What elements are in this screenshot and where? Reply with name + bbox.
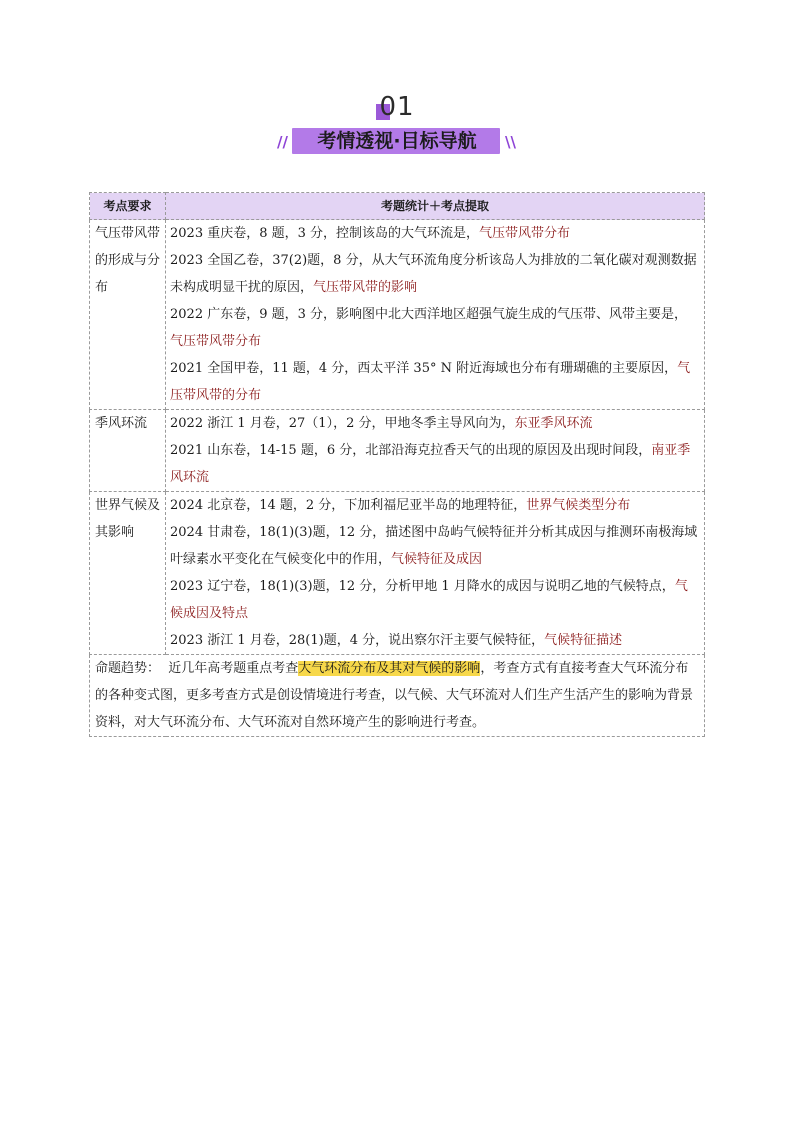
trend-row: [90, 655, 705, 737]
section-title: 考情透视·目标导航: [317, 130, 477, 152]
exam-entry: 2024 甘肃卷，18(1)(3)题，12 分，描述图中岛屿气候特征并分析其成因与推测环南极海域叶绿素水平变化在气候变化中的作用，气候特征及成因: [170, 525, 698, 567]
knowledge-point: 气压带风带的分布: [170, 361, 691, 403]
table-row: [90, 220, 705, 410]
knowledge-point: 气压带风带分布: [170, 334, 262, 349]
exam-entry: 2022 浙江 1 月卷，27（1），2 分，甲地冬季主导风向为，东亚季风环流: [170, 416, 593, 431]
detail-cell: [166, 220, 705, 410]
trend-highlight: 大气环流分布及其对气候的影响: [298, 661, 481, 676]
detail-cell: [166, 492, 705, 655]
category-cell: 季风环流: [90, 410, 166, 492]
trend-cell: [90, 655, 705, 737]
exam-entry: 2022 广东卷，9 题，3 分，影响图中北大西洋地区超强气旋生成的气压带、风带主要是，气压带风带分布: [170, 307, 688, 349]
category-cell: 气压带风带的形成与分布: [90, 220, 166, 410]
exam-entry: 2023 全国乙卷，37(2)题，8 分，从大气环流角度分析该岛人为排放的二氧化碳对观测数据未构成明显干扰的原因，气压带风带的影响: [170, 253, 697, 295]
knowledge-point: 气候特征描述: [544, 633, 623, 648]
trend-label: 命题趋势：: [95, 661, 161, 676]
exam-analysis-table: [89, 192, 705, 737]
trend-text-post: ，考查方式有直接考查大气环流分布的各种变式图，更多考查方式是创设情境进行考查，以气候、大气环流对人们生产生活产生的影响为背景资料，对大气环流分布、大气环流对自然环境产生的影响进行考查。: [95, 661, 694, 730]
knowledge-point: 气候成因及特点: [170, 579, 688, 621]
category-cell: 世界气候及其影响: [90, 492, 166, 655]
banner-left-mark: //: [277, 133, 288, 151]
exam-entry: 2021 全国甲卷，11 题，4 分，西太平洋 35° N 附近海域也分布有珊瑚礁的主要原因，气压带风带的分布: [170, 361, 691, 403]
col-header-statistics: 考题统计＋考点提取: [166, 193, 705, 220]
section-number: 01: [379, 92, 415, 122]
exam-entry: 2023 辽宁卷，18(1)(3)题，12 分，分析甲地 1 月降水的成因与说明乙地的气候特点，气候成因及特点: [170, 579, 688, 621]
exam-entry: 2024 北京卷，14 题，2 分，下加利福尼亚半岛的地理特征，世界气候类型分布: [170, 498, 631, 513]
table-header-row: [90, 193, 705, 220]
knowledge-point: 气压带风带的影响: [313, 280, 418, 295]
table-row: [90, 492, 705, 655]
knowledge-point: 东亚季风环流: [514, 416, 593, 431]
knowledge-point: 气候特征及成因: [391, 552, 483, 567]
col-header-requirement: 考点要求: [90, 193, 166, 220]
knowledge-point: 南亚季风环流: [170, 443, 691, 485]
knowledge-point: 气压带风带分布: [479, 226, 571, 241]
detail-cell: [166, 410, 705, 492]
knowledge-point: 世界气候类型分布: [526, 498, 631, 513]
exam-entry: 2023 重庆卷，8 题，3 分，控制该岛的大气环流是，气压带风带分布: [170, 226, 571, 241]
exam-entry: 2023 浙江 1 月卷，28(1)题，4 分，说出察尔汗主要气候特征，气候特征描述: [170, 633, 623, 648]
table-row: [90, 410, 705, 492]
banner-right-mark: \\: [505, 133, 516, 151]
exam-entry: 2021 山东卷，14-15 题，6 分，北部沿海克拉香天气的出现的原因及出现时间段，南亚季风环流: [170, 443, 691, 485]
trend-text-pre: 近几年高考题重点考查: [168, 661, 299, 676]
